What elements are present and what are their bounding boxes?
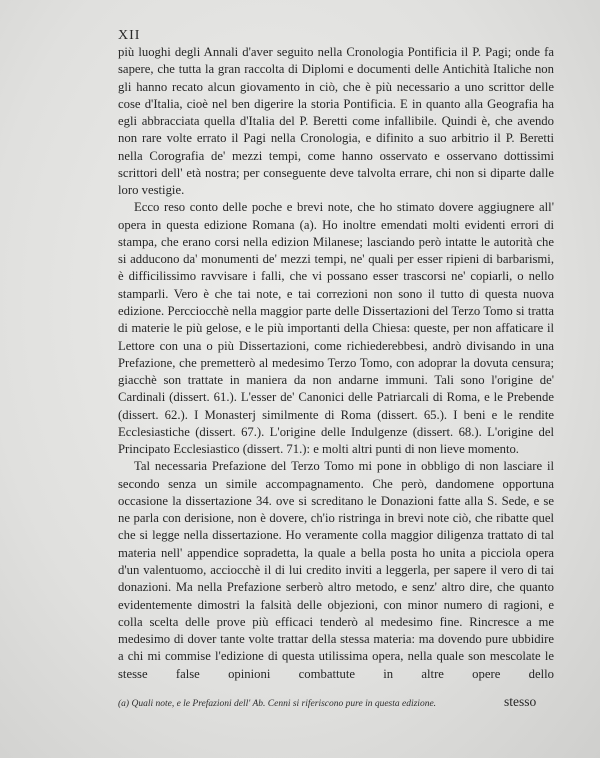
paragraph-3: Tal necessaria Prefazione del Terzo Tomo mi pone in obbligo di non lasciare il secondo senza un simile accompagnamento. Che però, dandomene opportuna occasione la dissertazione 34. ove si screditano le Donazioni fatte alla S. Sede, e se ne parla con derisione, non è dovere, ch'io ristringa in brevi note ciò, che ribatte quel che si legge nella dissertazione. Ho veramente colla maggior diligenza trattato di tal materia nell' appendice sopradetta, la quale a bella posta ho unita a picciola opera d'un valentuomo, acciocchè il di lui credito inviti a leggerla, per sapere il vero di tai donazioni. Ma nella Prefazione serberò altro metodo, e senz' altro dire, che quanto evidentemente dimostri la falsità delle objezioni, con minor numero di ragioni, e colla scelta delle prove più efficaci tenderò al medesimo fine. Rincresce a me medesimo di dover tante volte trattar della stessa materia: ma dovendo pure ubbidire a chi mi commise l'edizione di questa utilissima opera, nella quale son mescolate le stesse false opinioni combattute in altre opere dello [118, 459, 554, 681]
catchword: stesso [504, 694, 537, 709]
paragraph-1: più luoghi degli Annali d'aver seguito nella Cronologia Pontificia il P. Pagi; onde fa sapere, che tutta la gran raccolta di Diplomi e documenti delle Antichità Italiche non gli hanno recato alcun giovamento in ciò, che è più necessario a uno scrittor delle cose d'Italia, cioè nel ben digerire la storia Pontificia. E in quanto alla Geografia ha egli abbracciata quella d'Italia del P. Beretti come infallibile. Quindi è, che avendo non rare volte errato il Pagi nella Cronologia, e difinito a suo arbitrio il P. Beretti nella Corografia de' mezzi tempi, come hanno osservato e osservano dottissimi scrittori dell' età nostra; per conseguente deve talvolta errare, chi non si diparte dalle loro vestigie. [118, 45, 554, 198]
page-number: XII [118, 28, 141, 43]
paragraph-2: Ecco reso conto delle poche e brevi note, che ho stimato dovere aggiugnere all' opera in questa edizione Romana (a). Ho inoltre emendati molti evidenti errori di stampa, che erano corsi nella edizion Milanese; lasciando però intatte le autorità che si adducono da' monumenti de' mezzi tempi, ne' quali per esser ripieni di barbarismi, è difficilissimo ravvisare i falli, che vi possano esser trascorsi ne' copiarli, o nello stamparli. Vero è che tai note, e tai correzioni non sono il tutto di questa nuova edizione. Percciocchè nella maggior parte delle Dissertazioni del Terzo Tomo si tratta di materie le più gelose, e le più importanti della Chiesa: queste, per non affaticare il Lettore con una o più Dissertazioni, come richiederebbesi, andrò divisando in una Prefazione, che premetterò al medesimo Terzo Tomo, con adoprar la dovuta censura; giacchè son trattate in maniera da non andarne immuni. Tali sono l'origine de' Cardinali (dissert. 61.). L'esser de' Canonici delle Patriarcali di Roma, e le Prebende (dissert. 62.). I Monasterj similmente di Roma (dissert. 65.). I beni e le rendite Ecclesiastiche (dissert. 67.). L'origine delle Indulgenze (dissert. 68.). L'origine del Principato Ecclesiastico (dissert. 71.): e molti altri punti di non lieve momento. [118, 200, 554, 457]
main-text [118, 44, 554, 683]
footnote: (a) Quali note, e le Prefazioni dell' Ab. Cenni si riferiscono pure in questa edizione. [118, 699, 437, 709]
